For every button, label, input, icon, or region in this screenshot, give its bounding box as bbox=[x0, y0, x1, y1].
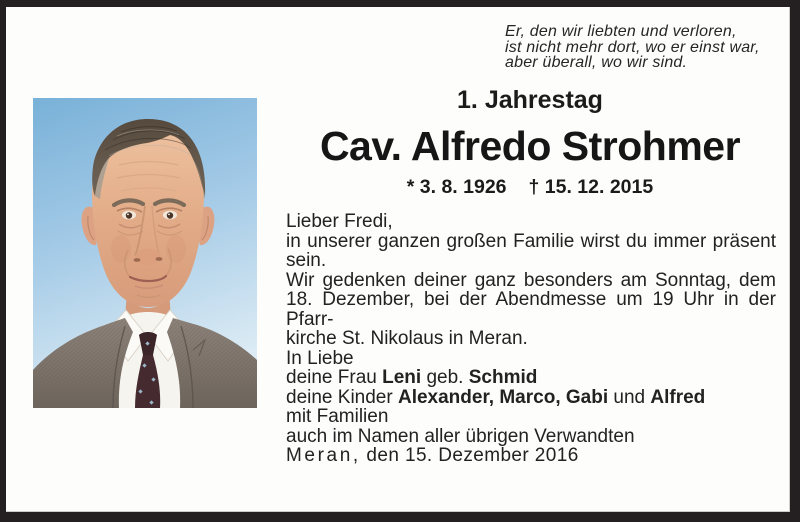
relative-name: Schmid bbox=[468, 367, 538, 388]
epigraph-line: Er, den wir liebten und verloren, bbox=[505, 23, 737, 40]
closing-line: auch im Namen aller übrigen Verwandten bbox=[286, 425, 635, 447]
closing-text: deine Frau bbox=[286, 367, 383, 388]
birth-date: * 3. 8. 1926 bbox=[406, 176, 507, 198]
dateline-city: Meran, bbox=[286, 445, 361, 466]
paragraph-line: kirche St. Nikolaus in Meran. bbox=[286, 328, 528, 349]
notice-body bbox=[286, 212, 776, 466]
closing-line bbox=[286, 368, 776, 388]
death-notice-card bbox=[6, 7, 790, 512]
paragraph-line: 18. Dezember, bei der Abendmesse um 19 Uhr in der Pfarr- bbox=[286, 289, 776, 330]
portrait-photo bbox=[33, 98, 257, 408]
closing-line: In Liebe bbox=[286, 347, 354, 369]
anniversary-label: 1. Jahrestag bbox=[457, 86, 603, 114]
dateline bbox=[286, 446, 776, 466]
closing-block bbox=[286, 349, 776, 447]
paragraph-line: in unserer ganzen großen Familie wirst du immer präsent bbox=[286, 230, 776, 252]
body-paragraph-1 bbox=[286, 232, 776, 271]
death-date: † 15. 12. 2015 bbox=[528, 176, 654, 198]
body-paragraph-2 bbox=[286, 271, 776, 349]
paragraph-line: sein. bbox=[286, 250, 327, 271]
portrait-illustration bbox=[33, 98, 257, 408]
relative-name: Alexander, Marco, Gabi bbox=[397, 386, 609, 408]
relative-name: Leni bbox=[382, 367, 422, 388]
dateline-text: den 15. Dezember 2016 bbox=[360, 445, 579, 466]
closing-line bbox=[286, 388, 776, 408]
closing-text: geb. bbox=[421, 367, 469, 388]
epigraph-line: aber überall, wo wir sind. bbox=[505, 54, 688, 71]
life-dates bbox=[286, 177, 774, 197]
closing-line: mit Familien bbox=[286, 406, 389, 427]
closing-text: deine Kinder bbox=[286, 386, 398, 408]
relative-name: Alfred bbox=[650, 386, 706, 408]
closing-text: und bbox=[608, 386, 651, 408]
paragraph-line: Wir gedenken deiner ganz besonders am Sonntag, dem bbox=[286, 269, 776, 291]
salutation: Lieber Fredi, bbox=[286, 211, 393, 232]
deceased-name: Cav. Alfredo Strohmer bbox=[319, 123, 741, 169]
memorial-epigraph bbox=[505, 24, 760, 71]
epigraph-line: ist nicht mehr dort, wo er einst war, bbox=[505, 38, 760, 56]
